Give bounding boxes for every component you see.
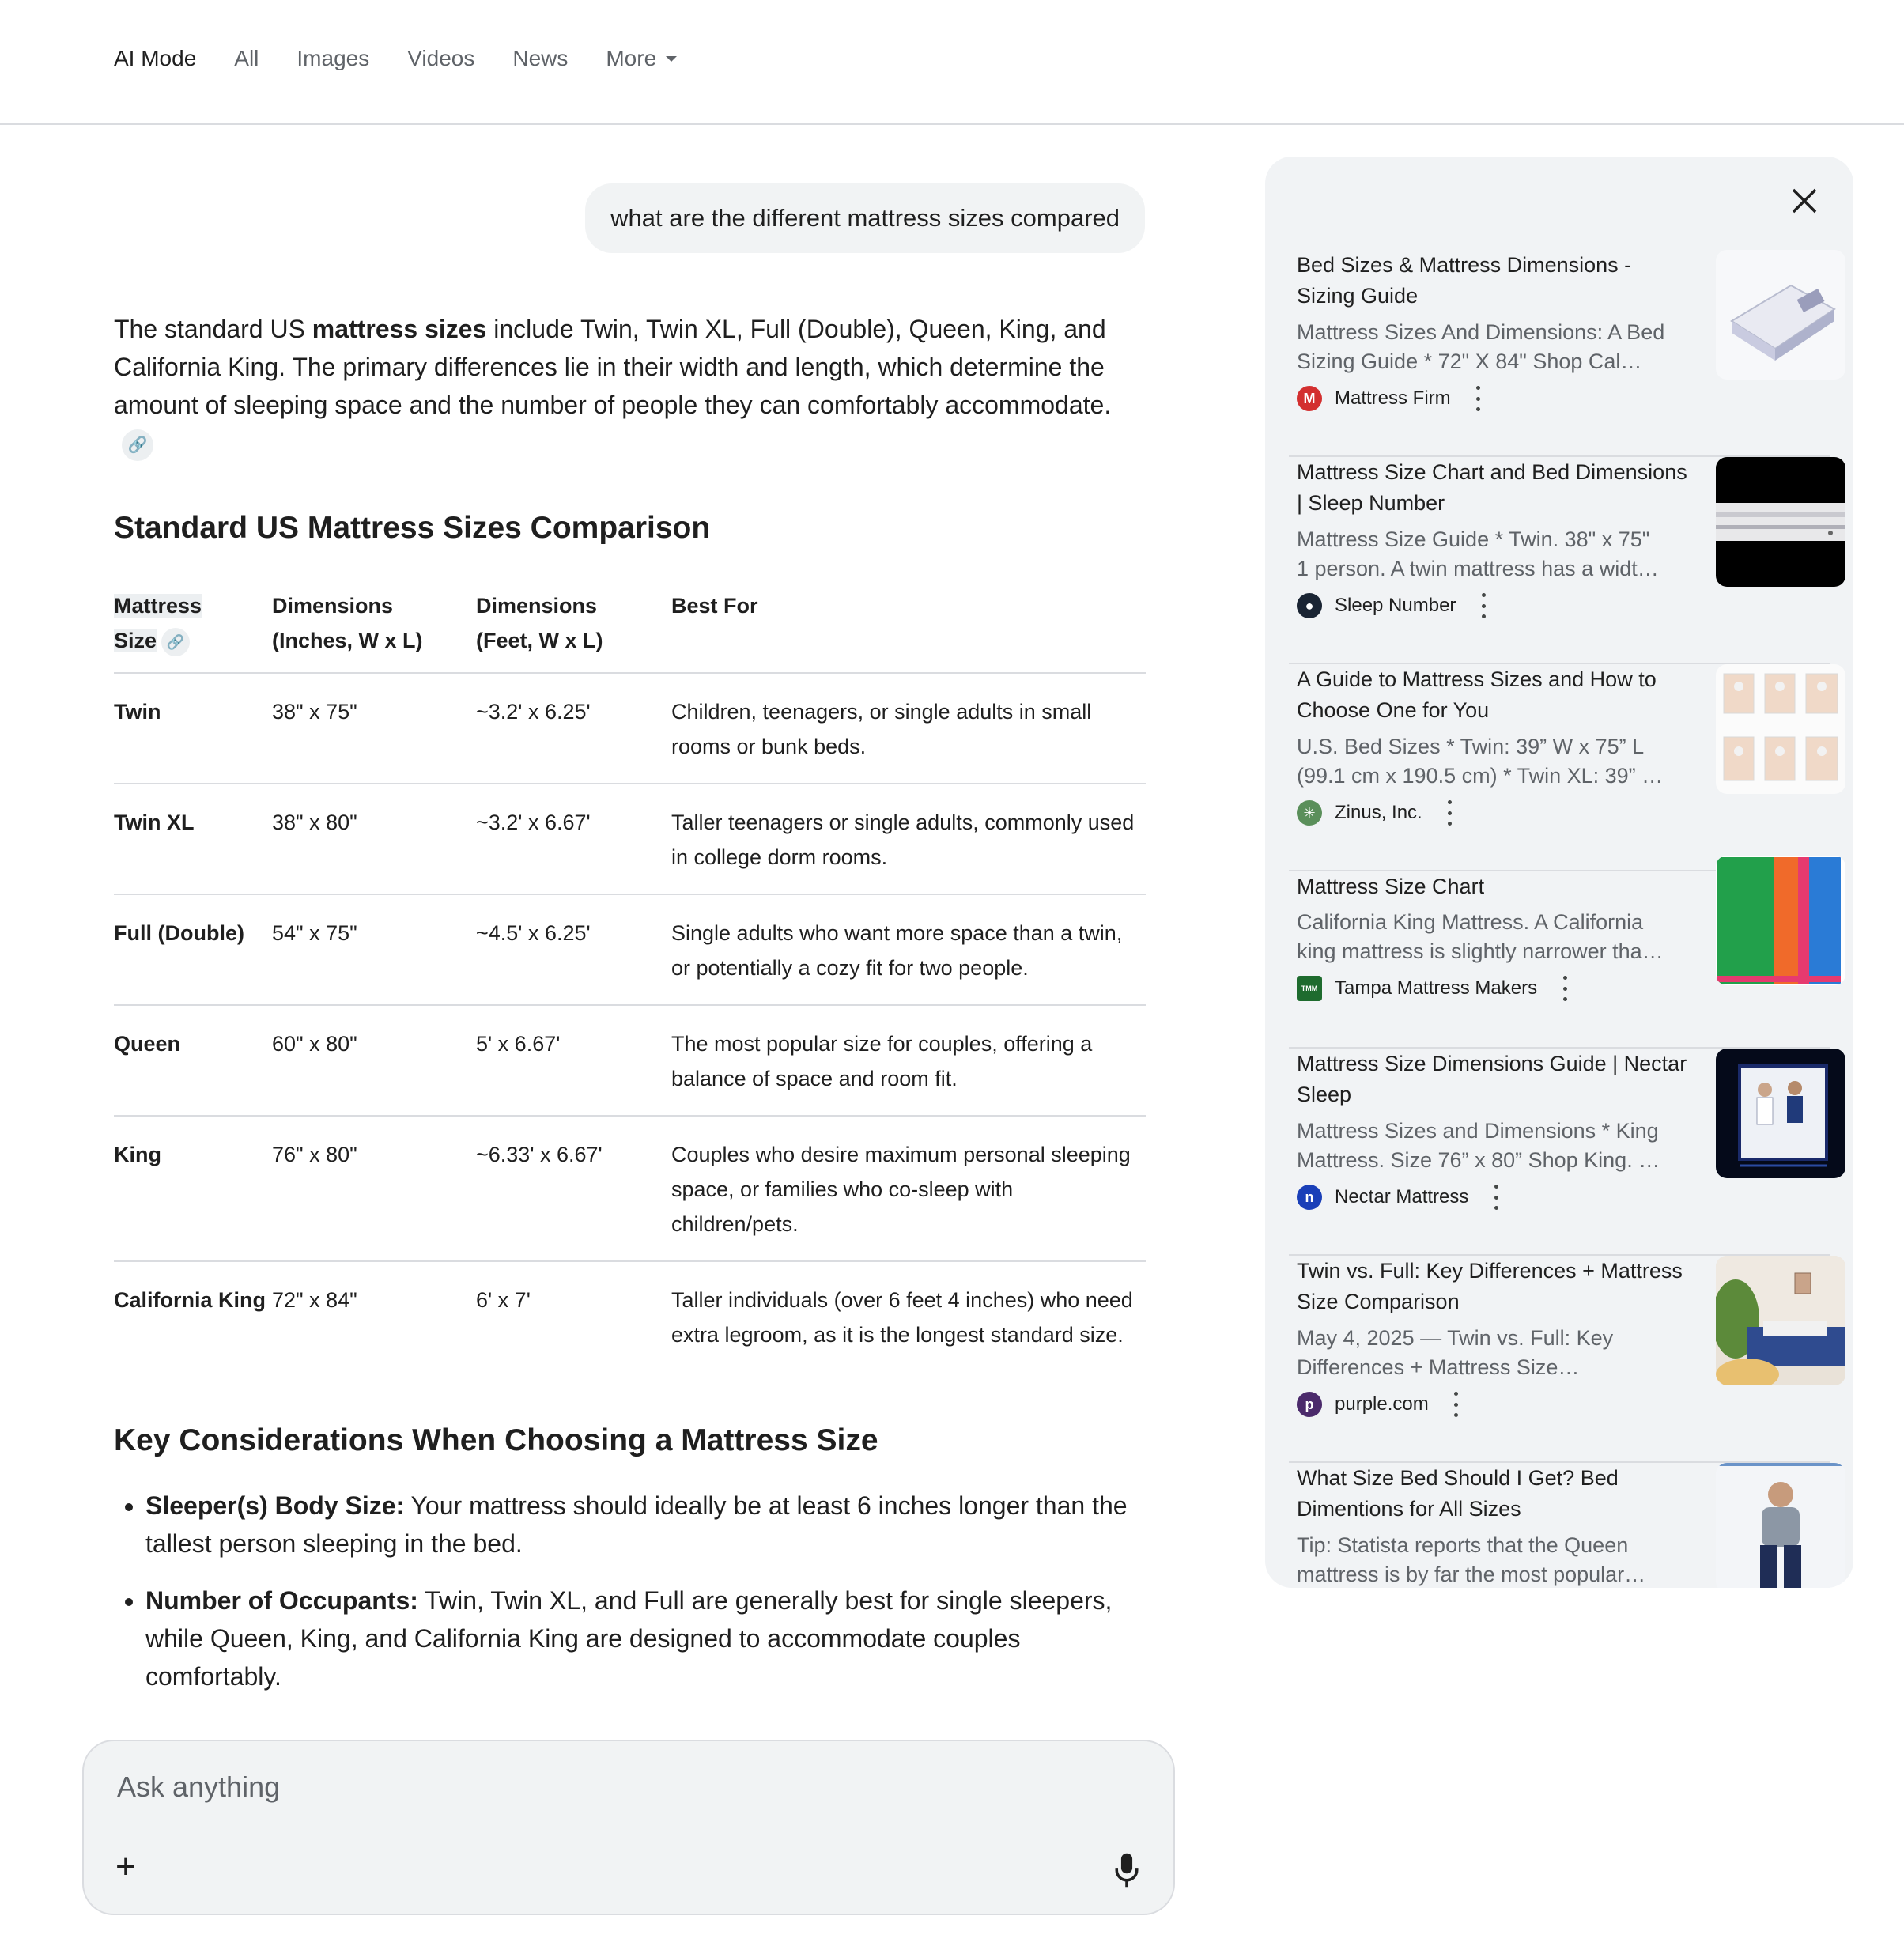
more-options-icon[interactable]	[1475, 386, 1483, 411]
cell-feet: ~3.2' x 6.25'	[476, 673, 671, 784]
consideration-term: Sleeper(s) Body Size:	[145, 1491, 405, 1520]
table-row	[114, 784, 1146, 894]
more-options-icon[interactable]	[1453, 1392, 1460, 1417]
source-card[interactable]	[1289, 457, 1830, 664]
header-inches-line1: Dimensions	[272, 594, 394, 618]
cell-best-for: Children, teenagers, or single adults in small rooms or bunk beds.	[671, 673, 1146, 784]
source-thumbnail[interactable]	[1716, 457, 1845, 587]
considerations-heading: Key Considerations When Choosing a Mattress Size	[114, 1423, 878, 1457]
snippet-line: king mattress is slightly narrower tha…	[1297, 939, 1664, 963]
source-site-name: Tampa Mattress Makers	[1335, 977, 1538, 999]
snippet-line: Mattress Size Guide * Twin. 38" x 75"	[1297, 527, 1650, 551]
table-header-row	[114, 588, 1146, 673]
source-snippet	[1297, 732, 1692, 791]
header-dimensions-inches	[272, 588, 476, 673]
search-tabs	[114, 46, 677, 71]
zinus-logo-icon: ✳	[1297, 800, 1322, 826]
list-item	[145, 1487, 1146, 1563]
sleep-number-logo-icon: ●	[1297, 593, 1322, 618]
table-heading: Standard US Mattress Sizes Comparison	[114, 511, 711, 545]
source-site	[1297, 976, 1569, 1001]
ask-input[interactable]	[115, 1770, 1067, 1805]
consideration-text: Your mattress should ideally be at least 6 inches longer than the tallest person sleeping in the bed.	[145, 1491, 1128, 1558]
snippet-line: Sizing Guide * 72" X 84" Shop Cal…	[1297, 350, 1642, 373]
cell-best-for: The most popular size for couples, offering a balance of space and room fit.	[671, 1005, 1146, 1116]
header-best-for-label: Best For	[671, 594, 758, 618]
header-dimensions-feet	[476, 588, 671, 673]
ask-box	[82, 1740, 1175, 1915]
tab-videos[interactable]: Videos	[407, 46, 475, 70]
source-title[interactable]: A Guide to Mattress Sizes and How to Choose One for You	[1297, 667, 1657, 722]
source-thumbnail[interactable]	[1716, 664, 1845, 794]
source-site-name: Mattress Firm	[1335, 387, 1451, 409]
source-site	[1297, 386, 1483, 411]
source-snippet	[1297, 1117, 1692, 1175]
source-snippet	[1297, 1324, 1692, 1382]
cell-feet: ~4.5' x 6.25'	[476, 894, 671, 1005]
table-row	[114, 1116, 1146, 1261]
table-row	[114, 894, 1146, 1005]
cell-feet: ~3.2' x 6.67'	[476, 784, 671, 894]
citation-link-icon[interactable]: 🔗	[122, 429, 153, 461]
close-icon[interactable]	[1789, 185, 1820, 217]
source-site-name: Nectar Mattress	[1335, 1186, 1469, 1207]
source-title[interactable]: Mattress Size Chart and Bed Dimensions | Sleep Number	[1297, 460, 1687, 515]
source-card[interactable]	[1289, 871, 1830, 1049]
cell-size: Twin	[114, 673, 272, 784]
source-site-name: Zinus, Inc.	[1335, 802, 1422, 823]
table-row	[114, 1261, 1146, 1371]
considerations-list	[114, 1487, 1146, 1695]
cell-size: King	[114, 1116, 272, 1261]
cell-best-for: Taller teenagers or single adults, commonly used in college dorm rooms.	[671, 784, 1146, 894]
table-row	[114, 1005, 1146, 1116]
header-inches-line2: (Inches, W x L)	[272, 629, 423, 652]
cell-inches: 38" x 75"	[272, 673, 476, 784]
table-citation-link-icon[interactable]: 🔗	[161, 628, 190, 656]
more-options-icon[interactable]	[1492, 1185, 1500, 1210]
snippet-line: Mattress. Size 76” x 80” Shop King. …	[1297, 1148, 1660, 1172]
snippet-line: U.S. Bed Sizes * Twin: 39” W x 75” L	[1297, 735, 1645, 758]
source-title[interactable]: Twin vs. Full: Key Differences + Mattress Size Comparison	[1297, 1259, 1683, 1313]
answer-intro	[114, 310, 1146, 462]
header-mattress-size	[114, 588, 272, 673]
source-snippet	[1297, 908, 1692, 966]
tab-more[interactable]	[606, 46, 677, 71]
microphone-icon[interactable]	[1113, 1852, 1140, 1888]
snippet-line: Differences + Mattress Size…	[1297, 1355, 1580, 1379]
top-nav-bar	[0, 0, 1904, 125]
header-mattress-size-line1: Mattress	[114, 594, 202, 618]
source-card[interactable]	[1289, 250, 1830, 457]
source-card[interactable]	[1289, 1256, 1830, 1463]
cell-inches: 76" x 80"	[272, 1116, 476, 1261]
ai-answer	[114, 310, 1146, 1714]
consideration-term: Number of Occupants:	[145, 1586, 418, 1615]
table-row	[114, 673, 1146, 784]
cell-best-for: Couples who desire maximum personal sleeping space, or families who co-sleep with children/pets.	[671, 1116, 1146, 1261]
intro-text-end: include Twin, Twin XL, Full (Double), Queen, King, and California King. The primary differences lie in their width and length, which determine the amount of sleeping space and the number of people they can comfortably accommodate.	[114, 315, 1112, 419]
source-site	[1297, 593, 1487, 618]
source-card[interactable]	[1289, 1463, 1830, 1588]
list-item	[145, 1582, 1146, 1695]
snippet-line: Mattress Sizes and Dimensions * King	[1297, 1119, 1659, 1143]
header-mattress-size-line2: Size	[114, 629, 157, 652]
consideration-text: Twin, Twin XL, and Full are generally best for single sleepers, while Queen, King, and California King are designed to accommodate couples comfortably.	[145, 1586, 1113, 1691]
header-best-for	[671, 588, 1146, 673]
cell-best-for: Taller individuals (over 6 feet 4 inches) who need extra legroom, as it is the longest standard size.	[671, 1288, 1133, 1347]
tampa-mattress-makers-logo-icon: TMM	[1297, 976, 1322, 1001]
source-cards	[1289, 250, 1830, 1588]
snippet-line: Mattress Sizes And Dimensions: A Bed	[1297, 320, 1665, 344]
purple-logo-icon: p	[1297, 1392, 1322, 1417]
intro-bold-term: mattress sizes	[312, 315, 487, 343]
more-options-icon[interactable]	[1561, 976, 1569, 1001]
snippet-line: California King Mattress. A California	[1297, 910, 1644, 934]
snippet-line: 1 person. A twin mattress has a widt…	[1297, 557, 1659, 580]
caret-down-icon	[666, 56, 677, 62]
user-query-bubble: what are the different mattress sizes compared	[585, 183, 1145, 253]
source-title[interactable]: Bed Sizes & Mattress Dimensions - Sizing Guide	[1297, 253, 1632, 308]
cell-size: Queen	[114, 1005, 272, 1116]
snippet-line: (99.1 cm x 190.5 cm) * Twin XL: 39” …	[1297, 764, 1664, 788]
source-thumbnail[interactable]	[1716, 250, 1845, 380]
header-feet-line2: (Feet, W x L)	[476, 629, 603, 652]
source-site	[1297, 1185, 1500, 1210]
cell-feet: 5' x 6.67'	[476, 1005, 671, 1116]
cell-inches: 72" x 84"	[272, 1288, 357, 1312]
source-thumbnail[interactable]	[1716, 1256, 1845, 1385]
more-options-icon[interactable]	[1446, 800, 1454, 826]
source-snippet	[1297, 318, 1692, 376]
source-title[interactable]: Mattress Size Chart	[1297, 875, 1485, 898]
cell-size: California King	[114, 1288, 266, 1312]
header-feet-line1: Dimensions	[476, 594, 598, 618]
source-card[interactable]	[1289, 1049, 1830, 1256]
cell-feet: ~6.33' x 6.67'	[476, 1116, 671, 1261]
source-snippet	[1297, 525, 1692, 584]
snippet-line: May 4, 2025 — Twin vs. Full: Key	[1297, 1326, 1614, 1350]
cell-feet: 6' x 7'	[476, 1288, 531, 1312]
tab-ai-mode[interactable]: AI Mode	[114, 46, 197, 70]
add-plus-icon[interactable]: +	[115, 1847, 136, 1886]
source-thumbnail[interactable]	[1716, 1049, 1845, 1178]
cell-inches: 60" x 80"	[272, 1005, 476, 1116]
tab-more-label: More	[606, 46, 657, 70]
source-snippet	[1297, 1531, 1692, 1588]
intro-text-start: The standard US	[114, 315, 312, 343]
more-options-icon[interactable]	[1479, 593, 1487, 618]
snippet-line: mattress is by far the most popular…	[1297, 1563, 1646, 1586]
snippet-line: Tip: Statista reports that the Queen	[1297, 1533, 1629, 1557]
source-site	[1297, 800, 1454, 826]
tab-all[interactable]: All	[234, 46, 259, 70]
source-site-name: purple.com	[1335, 1393, 1429, 1415]
source-site-name: Sleep Number	[1335, 595, 1456, 616]
nectar-logo-icon: n	[1297, 1185, 1322, 1210]
mattress-firm-logo-icon: M	[1297, 386, 1322, 411]
source-title[interactable]: Mattress Size Dimensions Guide | Nectar Sleep	[1297, 1052, 1687, 1106]
cell-inches: 38" x 80"	[272, 784, 476, 894]
source-card[interactable]	[1289, 664, 1830, 871]
source-title[interactable]: What Size Bed Should I Get? Bed Dimentions for All Sizes	[1297, 1466, 1619, 1521]
mattress-size-table	[114, 588, 1146, 1371]
cell-size: Full (Double)	[114, 894, 272, 1005]
sources-panel	[1265, 157, 1853, 1588]
tab-news[interactable]: News	[512, 46, 569, 70]
source-thumbnail[interactable]	[1716, 856, 1845, 985]
cell-best-for: Single adults who want more space than a twin, or potentially a cozy fit for two people.	[671, 894, 1146, 1005]
cell-size: Twin XL	[114, 784, 272, 894]
tab-images[interactable]: Images	[297, 46, 370, 70]
cell-inches: 54" x 75"	[272, 894, 476, 1005]
source-site	[1297, 1392, 1460, 1417]
source-thumbnail[interactable]	[1716, 1463, 1845, 1588]
